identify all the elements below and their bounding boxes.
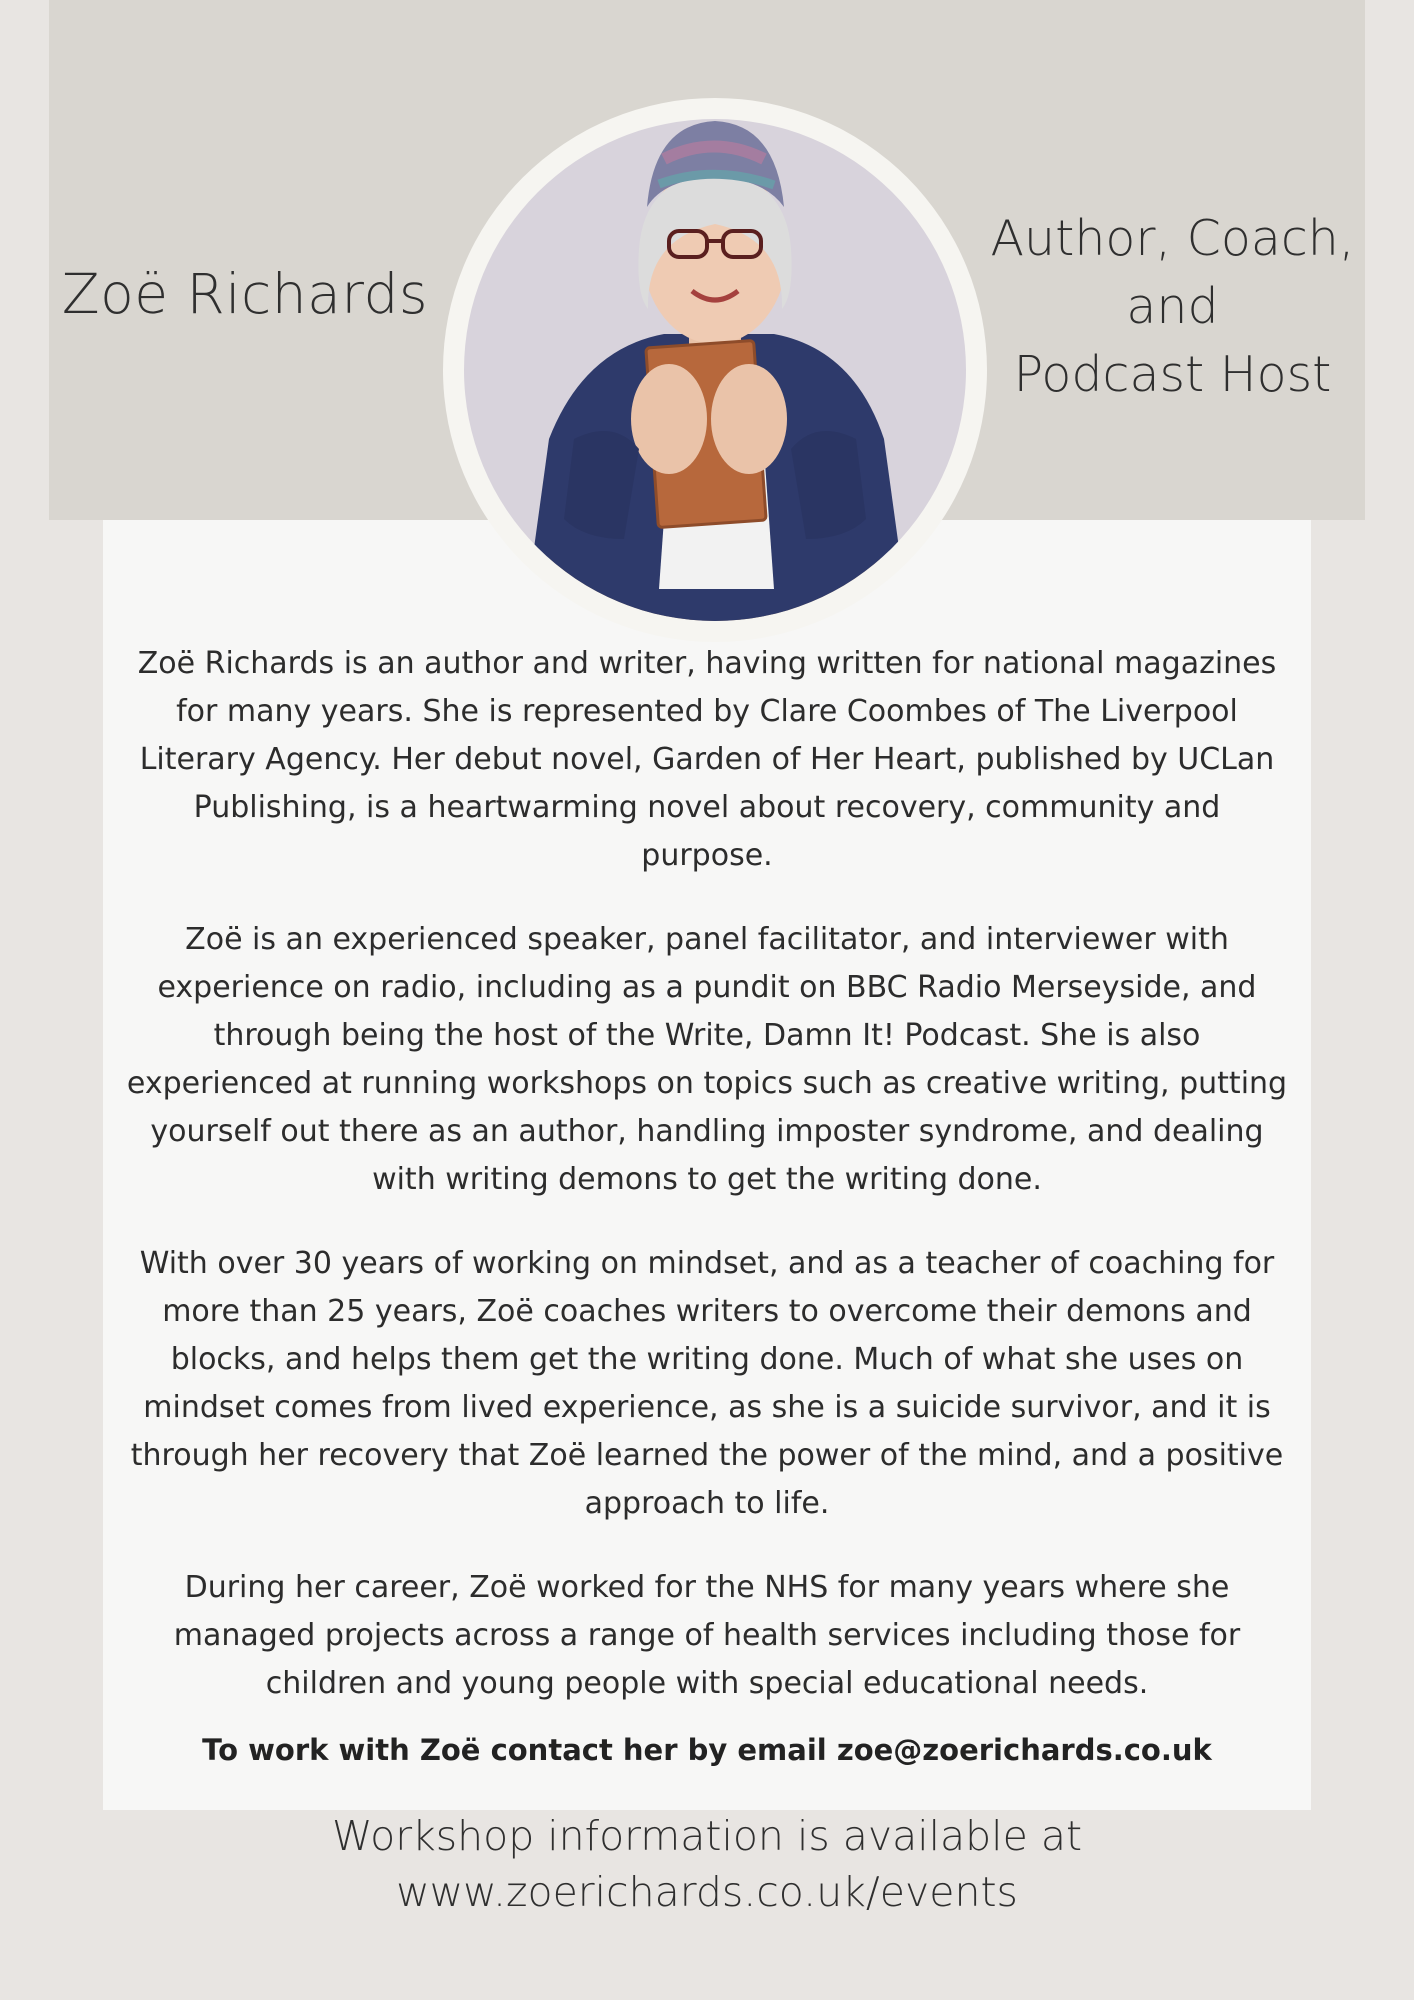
portrait-photo (464, 119, 966, 621)
contact-line: To work with Zoë contact her by email zoe@zoerichards.co.uk (202, 1733, 1212, 1767)
bio-section (125, 640, 1289, 1744)
role-line-3: Podcast Host (1013, 346, 1332, 403)
bio-paragraph-1: Zoë Richards is an author and writer, having written for national magazines for many years. She is represented by Clare Coombes of The Liverpool Literary Agency. Her debut novel, Garden of Her Heart, published by UCLan Publishing, is a heartwarming novel about recovery, community and purpose. (137, 646, 1277, 873)
workshop-info-line: Workshop information is available at (331, 1812, 1083, 1860)
workshop-info (103, 1808, 1311, 1920)
author-roles (985, 205, 1360, 409)
bio-paragraph-3: With over 30 years of working on mindset, and as a teacher of coaching for more than 25 years, Zoë coaches writers to overcome their demons and blocks, and helps them get the writing done. Much of what she uses on mindset comes from lived experience, as she is a suicide survivor, and it is through her recovery that Zoë learned the power of the mind, and a positive approach to life. (130, 1246, 1284, 1521)
author-name: Zoë Richards (61, 262, 429, 326)
portrait-illustration (464, 119, 966, 621)
events-url[interactable]: www.zoerichards.co.uk/events (396, 1868, 1018, 1916)
role-line-1: Author, Coach, (990, 210, 1355, 267)
role-line-2: and (1126, 278, 1219, 335)
bio-paragraph-4: During her career, Zoë worked for the NHS for many years where she managed projects across a range of health services including those for children and young people with special educational needs. (173, 1570, 1241, 1701)
bio-paragraph-2: Zoë is an experienced speaker, panel facilitator, and interviewer with experience on radio, including as a pundit on BBC Radio Merseyside, and through being the host of the Write, Damn It! Podcast. She is also experienced at running workshops on topics such as creative writing, putting yourself out there as an author, handling imposter syndrome, and dealing with writing demons to get the writing done. (126, 922, 1288, 1197)
